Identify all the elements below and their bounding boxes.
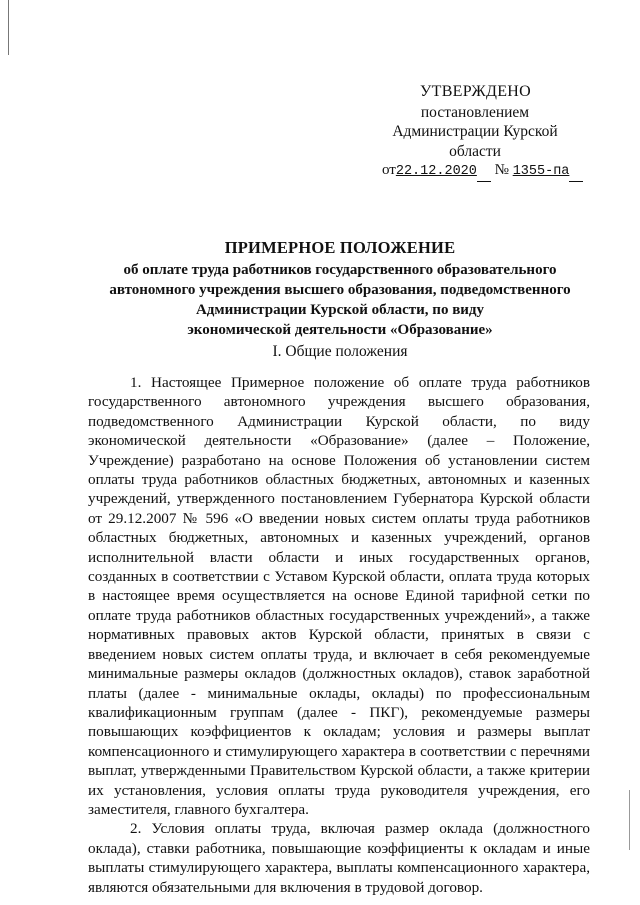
approval-line: Администрации Курской [392,123,558,140]
paragraph: 2. Условия оплаты труда, включая размер оклада (должностного оклада), ставки работника, повышающие коэффициенты к окладам и иные выплаты стимулирующего характера, выплаты компенсационного характера, являются обязательными для включения в трудовой договор. [88,820,590,896]
number-prefix: № [494,162,509,178]
approval-date: 22.12.2020 [395,164,477,179]
date-prefix: от [382,162,396,178]
approval-date-line [360,161,590,182]
title-line: Администрации Курской области, по виду [195,302,485,318]
approval-line: области [449,142,501,160]
document-title [60,238,620,340]
paragraph: 1. Настоящее Примерное положение об оплате труда работников государственного автономного учреждения высшего образования, подведомственного Администрации Курской области, по виду экономической деятельности «Образование» (далее – Положение, Учреждение) разработано на основе Положения об установлении систем оплаты труда работников областных бюджетных, автономных и казенных учреждений, утвержденного постановлением Губернатора Курской области от 29.12.2007 № 596 «О введении новых систем оплаты труда работников областных бюджетных, автономных и казенных учреждений, органов исполнительной власти области и иных государственных органов, созданных в соответствии с Уставом Курской области, оплата труда которых в настоящее время осуществляется на основе Единой тарифной сетки по оплате труда работников областных государственных учреждений», а также нормативных правовых актов Курской области, принятых в связи с введением новых систем оплаты труда, и включает в себя рекомендуемые минимальные размеры окладов (должностных окладов), ставок заработной платы (далее - минимальные оклады, оклады) по профессиональным квалификационным группам (далее - ПКГ), рекомендуемые размеры повышающих коэффициентов к окладам; условия и размеры выплат компенсационного и стимулирующего характера в соответствии с перечнями выплат, утвержденными Правительством Курской области, а также критерии их установления, условия оплаты труда руководителя учреждения, его заместителя, главного бухгалтера. [88,374,590,818]
approval-number: 1355-па [512,164,570,179]
title-line: автономного учреждения высшего образования, подведомственного [109,282,571,298]
document-body [88,373,590,897]
title-line: экономической деятельности «Образование» [187,322,493,338]
approval-heading: УТВЕРЖДЕНО [420,83,532,100]
title-main: ПРИМЕРНОЕ ПОЛОЖЕНИЕ [224,238,456,257]
scan-edge-line [629,790,630,850]
section-heading: I. Общие положения [272,343,408,360]
title-line: об оплате труда работников государственного образовательного [123,262,557,278]
scan-edge-line [8,0,9,55]
approval-stamp-block [360,82,590,182]
approval-line: постановлением [420,103,530,121]
